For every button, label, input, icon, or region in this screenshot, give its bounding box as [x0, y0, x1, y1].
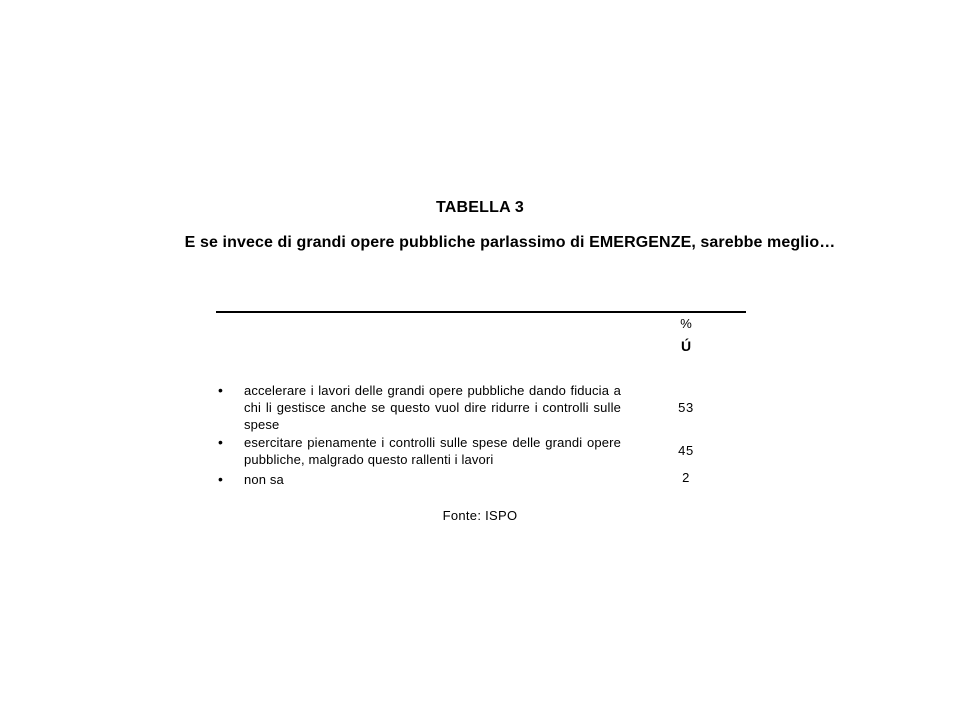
table-title: TABELLA 3: [435, 199, 525, 216]
row-bullet-icon: •: [218, 382, 223, 398]
table-row-value: 45: [678, 443, 694, 458]
table-row-label: esercitare pienamente i controlli sulle spese delle grandi opere pubbliche, malgrado questo rallenti i lavori: [244, 435, 621, 467]
table-row-label: accelerare i lavori delle grandi opere pubbliche dando fiducia a chi li gestisce anche se questo vuol dire ridurre i controlli sulle spese: [244, 383, 621, 432]
table-row-label: non sa: [244, 472, 284, 487]
row-bullet-icon: •: [218, 434, 223, 450]
percent-column-header: %: [680, 316, 692, 331]
table-row-value: 2: [682, 470, 690, 485]
column-marker-icon: Ú: [680, 338, 692, 354]
table-question: E se invece di grandi opere pubbliche parlassimo di EMERGENZE, sarebbe meglio…: [184, 234, 836, 251]
table-source: Fonte: ISPO: [442, 508, 518, 523]
header-rule: [216, 311, 746, 313]
row-bullet-icon: •: [218, 471, 223, 487]
table-row-value: 53: [678, 400, 694, 415]
